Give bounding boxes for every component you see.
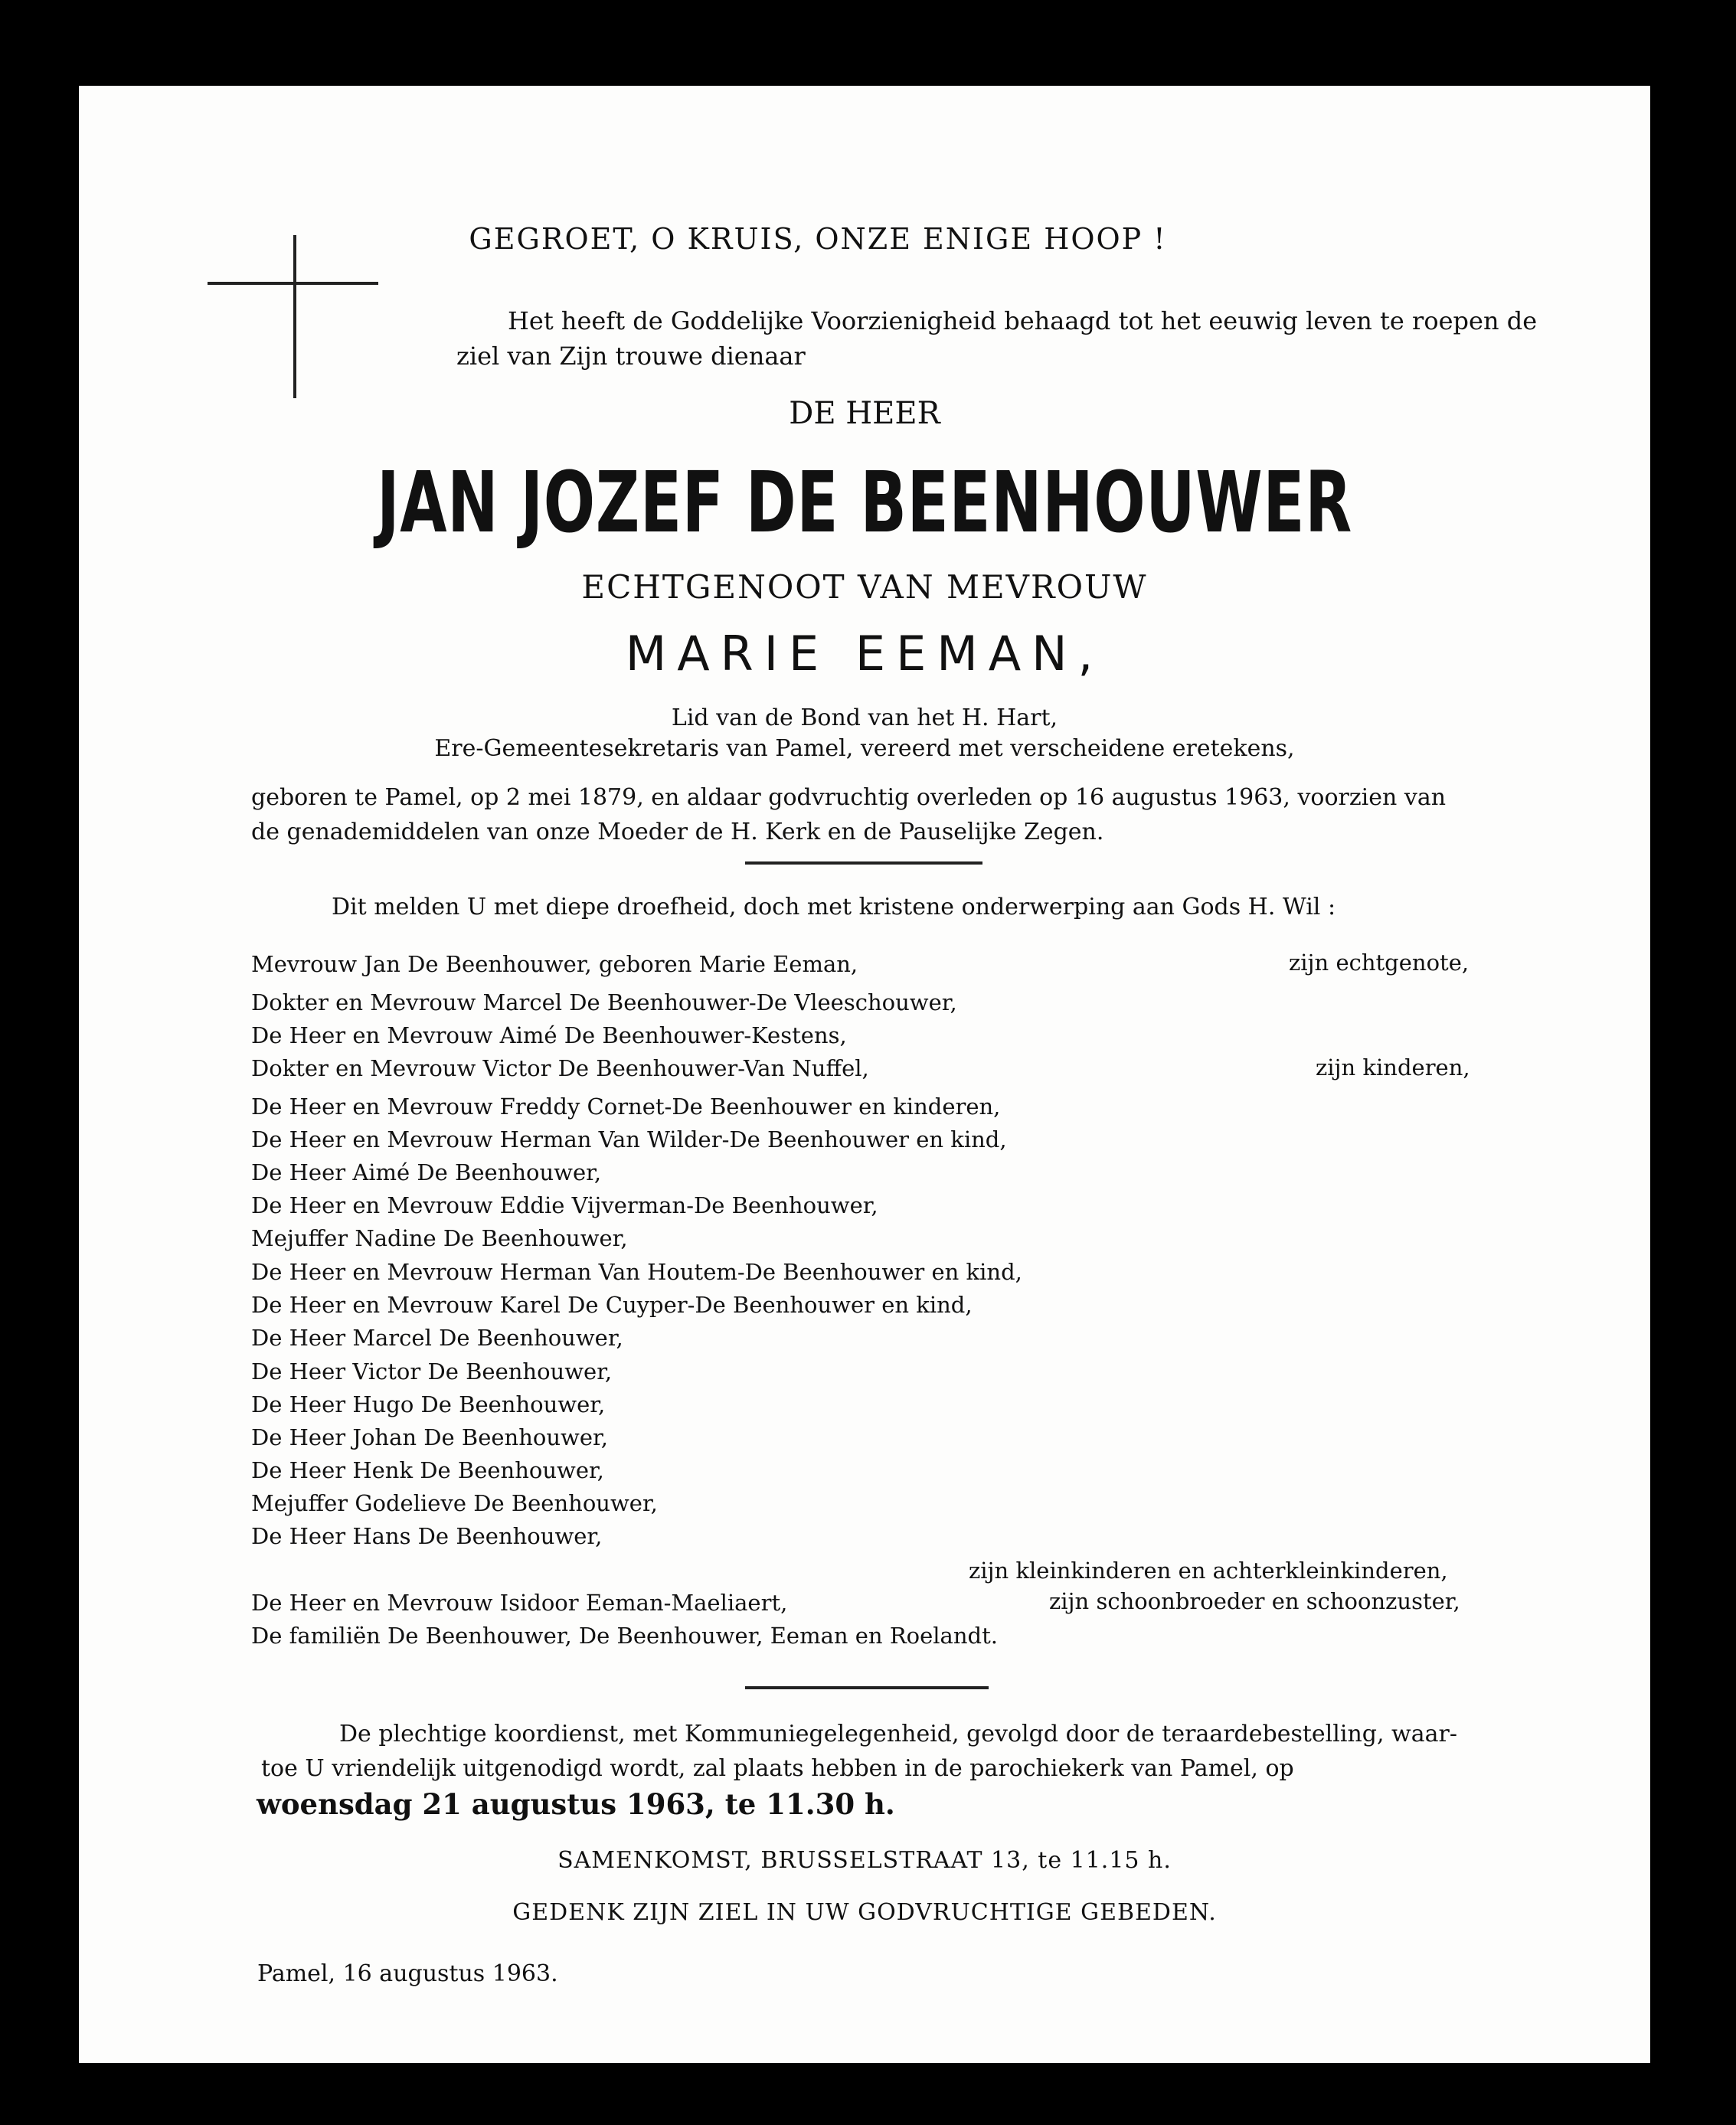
gathering: SAMENKOMST, BRUSSELSTRAAT 13, te 11.15 h. — [557, 1847, 1172, 1874]
service-date: woensdag 21 augustus 1963, te 11.30 h. — [257, 1787, 895, 1821]
family-member: De familiën De Beenhouwer, De Beenhouwer, Eeman en Roelandt. — [251, 1623, 998, 1649]
role-children: zijn kinderen, — [1316, 1054, 1470, 1080]
intro-line-1: Het heeft de Goddelijke Voorzienigheid behaagd tot het eeuwig leven te roepen de — [508, 306, 1538, 335]
family-member: De Heer Aimé De Beenhouwer, — [251, 1159, 602, 1185]
deceased-name: JAN JOZEF DE BEENHOUWER — [377, 453, 1352, 551]
memorial-card — [79, 86, 1650, 2063]
family-member: De Heer Hans De Beenhouwer, — [251, 1523, 603, 1549]
birth-line-2: de genademiddelen van onze Moeder de H. Kerk en de Pauselijke Zegen. — [251, 819, 1104, 845]
family-member: De Heer en Mevrouw Freddy Cornet-De Beenhouwer en kinderen, — [251, 1094, 1001, 1120]
family-member: Dokter en Mevrouw Marcel De Beenhouwer-De Vleeschouwer, — [251, 989, 957, 1015]
membership: Lid van de Bond van het H. Hart, — [671, 705, 1058, 731]
family-member: De Heer en Mevrouw Herman Van Houtem-De Beenhouwer en kind, — [251, 1259, 1022, 1285]
heading: GEGROET, O KRUIS, ONZE ENIGE HOOP ! — [469, 222, 1167, 256]
divider — [745, 861, 982, 865]
family-member: De Heer Hugo De Beenhouwer, — [251, 1391, 606, 1417]
family-member: De Heer Victor De Beenhouwer, — [251, 1358, 613, 1385]
prayer: GEDENK ZIJN ZIEL IN UW GODVRUCHTIGE GEBEDEN. — [512, 1899, 1217, 1926]
role-grandchildren: zijn kleinkinderen en achterkleinkinderen, — [969, 1558, 1448, 1584]
family-member: De Heer Henk De Beenhouwer, — [251, 1457, 604, 1483]
place-date: Pamel, 16 augustus 1963. — [257, 1960, 558, 1987]
role-spouse: zijn echtgenote, — [1289, 950, 1470, 976]
cross-icon — [293, 235, 296, 398]
cross-icon-bar — [208, 282, 378, 285]
service-line-2: toe U vriendelijk uitgenodigd wordt, zal plaats hebben in de parochiekerk van Pamel, op — [261, 1755, 1294, 1782]
family-member: Dokter en Mevrouw Victor De Beenhouwer-Van Nuffel, — [251, 1055, 869, 1081]
family-member: De Heer en Mevrouw Eddie Vijverman-De Beenhouwer, — [251, 1192, 878, 1218]
family-member: De Heer en Mevrouw Isidoor Eeman-Maeliaert, — [251, 1590, 788, 1616]
spouse-intro: ECHTGENOOT VAN MEVROUW — [581, 568, 1148, 606]
family-member: Mejuffer Godelieve De Beenhouwer, — [251, 1490, 658, 1516]
family-member: De Heer Marcel De Beenhouwer, — [251, 1325, 623, 1351]
family-member: Mejuffer Nadine De Beenhouwer, — [251, 1225, 628, 1251]
title: DE HEER — [789, 396, 940, 431]
honorary-title: Ere-Gemeentesekretaris van Pamel, vereerd met verscheidene eretekens, — [434, 735, 1295, 762]
intro-line-2: ziel van Zijn trouwe dienaar — [456, 342, 806, 371]
role-in-laws: zijn schoonbroeder en schoonzuster, — [1049, 1588, 1460, 1614]
announcement: Dit melden U met diepe droefheid, doch met kristene onderwerping aan Gods H. Wil : — [332, 894, 1336, 920]
family-member: De Heer en Mevrouw Aimé De Beenhouwer-Kestens, — [251, 1022, 847, 1048]
family-member: De Heer en Mevrouw Karel De Cuyper-De Beenhouwer en kind, — [251, 1292, 973, 1318]
family-member: Mevrouw Jan De Beenhouwer, geboren Marie Eeman, — [251, 951, 858, 977]
birth-line-1: geboren te Pamel, op 2 mei 1879, en aldaar godvruchtig overleden op 16 augustus 1963, voorzien van — [251, 784, 1447, 811]
family-member: De Heer en Mevrouw Herman Van Wilder-De Beenhouwer en kind, — [251, 1126, 1007, 1152]
family-member: De Heer Johan De Beenhouwer, — [251, 1424, 608, 1450]
service-line-1: De plechtige koordienst, met Kommuniegelegenheid, gevolgd door de teraardebestelling, waar- — [339, 1721, 1457, 1747]
divider — [745, 1686, 989, 1689]
spouse-name: MARIE EEMAN, — [625, 626, 1104, 682]
